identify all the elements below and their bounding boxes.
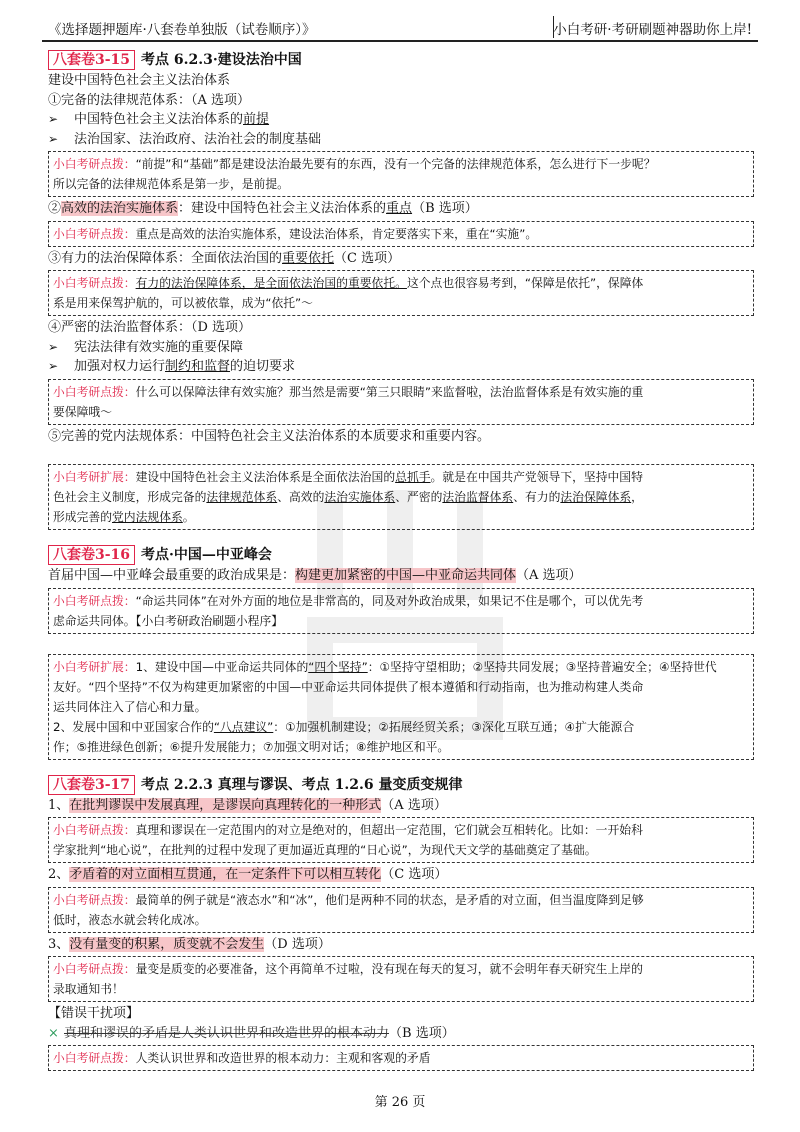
text-run: ④严密的法治监督体系：（D 选项） — [48, 320, 252, 335]
text-run: 1、建设中国—中亚命运共同体的 — [135, 659, 309, 674]
text-run: 、高效的 — [277, 490, 325, 504]
text-line — [48, 566, 754, 586]
underlined-text: 重要依托 — [282, 250, 335, 266]
note-line — [53, 677, 749, 697]
page-number: 第 26 页 — [374, 1095, 426, 1110]
text-run: 3、 — [48, 936, 70, 952]
text-run: 低时，液态水就会转化成冰。 — [53, 912, 207, 927]
bullet-item — [48, 338, 754, 358]
text-run: 录取通知书！ — [53, 982, 124, 996]
text-run: 2、发展中国和中亚国家合作的 — [53, 719, 214, 734]
text-run: ：①坚持守望相助；②坚持共同发展；③坚持普遍安全；④坚持世代 — [367, 659, 717, 674]
section-title — [48, 774, 754, 796]
text-run: （A 选项） — [381, 797, 447, 813]
note-box — [48, 956, 754, 1002]
note-label: 小白考研点拨： — [53, 892, 136, 907]
text-run: 重点是高效的法治实施体系，建设法治体系，肯定要落实下来，重在“实施”。 — [135, 226, 538, 241]
text-line — [48, 1004, 754, 1024]
note-label: 小白考研点拨： — [53, 157, 136, 171]
note-line — [53, 154, 749, 174]
underlined-text: 党内法规体系 — [112, 510, 183, 524]
text-run: 学家批判“地心说”，在批判的过程中发现了更加逼近真理的“日心说”，为现代天文学的基础奠定了基础。 — [53, 843, 597, 857]
text-run: 虑命运共同体。【小白考研政治刷题小程序】 — [53, 613, 284, 628]
question-tag: 八套卷3-17 — [48, 775, 135, 795]
underlined-text: “八点建议” — [213, 719, 274, 734]
page-header — [42, 14, 758, 42]
underlined-text: 法治监督体系 — [442, 490, 514, 504]
note-box — [48, 464, 754, 530]
text-run: 、严密的 — [395, 490, 443, 504]
text-run: （B 选项） — [389, 1025, 455, 1041]
underlined-text: 法治实施体系 — [324, 490, 396, 504]
header-right-slogan: 小白考研·考研刷题神器助你上岸! — [553, 22, 752, 38]
note-label: 小白考研点拨： — [53, 226, 136, 241]
text-run: 宪法法律有效实施的重要保障 — [74, 339, 244, 355]
text-line — [48, 318, 754, 338]
text-line — [48, 199, 754, 219]
note-label: 小白考研扩展： — [53, 659, 136, 674]
text-line — [48, 249, 754, 269]
note-line — [53, 591, 749, 611]
text-run: 加强对权力运行 — [74, 359, 166, 374]
note-box — [48, 221, 754, 247]
text-run: 首届中国—中亚峰会最重要的政治成果是： — [48, 568, 296, 583]
text-run: ⑤完善的党内法规体系：中国特色社会主义法治体系的本质要求和重要内容。 — [48, 428, 491, 444]
section-heading: 考点 6.2.3·建设法治中国 — [141, 52, 302, 68]
wrong-option — [48, 1024, 754, 1044]
note-label: 小白考研点拨： — [53, 593, 136, 608]
bullet-item — [48, 110, 754, 130]
text-line — [48, 935, 754, 955]
text-run: 2、 — [48, 867, 70, 882]
text-run: 人类认识世界和改造世界的根本动力：主观和客观的矛盾 — [135, 1051, 431, 1065]
text-run: 运共同体注入了信心和力量。 — [53, 699, 207, 714]
question-tag: 八套卷3-16 — [48, 545, 135, 565]
text-run: 法治国家、法治政府、法治社会的制度基础 — [74, 131, 322, 147]
text-run: 形成完善的 — [53, 510, 112, 524]
text-run: 量变是质变的必要准备，这个再简单不过啦，没有现在每天的复习，就不会明年春天研究生上岸的 — [135, 962, 643, 976]
note-box — [48, 654, 754, 760]
text-run: （A 选项） — [516, 568, 582, 583]
text-line — [48, 427, 754, 447]
note-line — [53, 840, 749, 860]
text-run: ：建设中国特色社会主义法治体系的 — [178, 201, 387, 216]
text-run: 。就是在中国共产党领导下，坚持中国特 — [430, 470, 643, 484]
text-run: 建设中国特色社会主义法治体系是全面依法治国的 — [135, 470, 396, 484]
note-label: 小白考研点拨： — [53, 276, 136, 290]
underlined-text: 总抓手 — [395, 470, 431, 484]
note-line — [53, 487, 749, 507]
bullet-item — [48, 130, 754, 150]
note-line — [53, 611, 749, 631]
note-line — [53, 507, 749, 527]
note-label: 小白考研点拨： — [53, 962, 136, 976]
note-line — [53, 657, 749, 677]
note-line — [53, 979, 749, 999]
text-run: 、有力的 — [513, 490, 561, 504]
note-line — [53, 910, 749, 930]
note-line — [53, 174, 749, 194]
text-run: 系是用来保驾护航的，可以被依靠，成为“依托”～ — [53, 296, 313, 310]
text-run: 。 — [182, 510, 195, 524]
spacer — [48, 636, 754, 652]
note-line — [53, 1048, 749, 1068]
note-label: 小白考研点拨： — [53, 384, 136, 399]
text-run: ①完备的法律规范体系：（A 选项） — [48, 92, 251, 108]
header-left-title: 《选择题押题库·八套卷单独版（试卷顺序）》 — [48, 22, 316, 38]
text-run: “命运共同体”在对外方面的地位是非常高的，同及对外政治成果，如果记不住是哪个，可以优先考 — [135, 593, 644, 608]
note-line — [53, 402, 749, 422]
underlined-text: 法律规范体系 — [206, 490, 278, 504]
text-run: （C 选项） — [334, 250, 401, 266]
section-heading: 考点 2.2.3 真理与谬误、考点 1.2.6 量变质变规律 — [141, 776, 463, 793]
underlined-text: 前提 — [243, 112, 270, 127]
underlined-text: 重点 — [386, 201, 413, 216]
text-run: 建设中国特色社会主义法治体系 — [48, 73, 231, 88]
text-run: ， — [631, 490, 643, 504]
note-line — [53, 467, 749, 487]
note-box — [48, 817, 754, 863]
underlined-text: “四个坚持” — [308, 659, 368, 674]
arrow-bullet-icon: ➢ — [48, 359, 59, 373]
underlined-text: 有力的法治保障体系，是全面依法治国的重要依托。 — [135, 276, 407, 290]
text-run: 色社会主义制度，形成完备的 — [53, 490, 207, 504]
highlighted-text: 在批判谬误中发展真理，是谬误向真理转化的一种形式 — [69, 797, 382, 813]
text-run: 作；⑤推进绿色创新；⑥提升发展能力；⑦加强文明对话；⑧维护地区和平。 — [53, 739, 450, 754]
note-line — [53, 959, 749, 979]
text-run: （C 选项） — [381, 867, 448, 882]
note-label: 小白考研扩展： — [53, 470, 136, 484]
text-run: 【错误干扰项】 — [48, 1006, 140, 1021]
section-title — [48, 49, 754, 71]
text-run: 的迫切要求 — [230, 359, 296, 374]
text-run: （B 选项） — [412, 201, 478, 216]
note-box — [48, 270, 754, 316]
cross-mark-icon: × — [48, 1025, 59, 1041]
text-run: （D 选项） — [264, 936, 331, 952]
text-run: ③有力的法治保障体系：全面依法治国的 — [48, 250, 283, 266]
text-run: 最简单的例子就是“液态水”和“冰”，他们是两种不同的状态，是矛盾的对立面，但当温度降到足够 — [135, 892, 644, 907]
text-run: 中国特色社会主义法治体系的 — [74, 112, 244, 127]
text-run: 真理和谬误在一定范围内的对立是绝对的，但超出一定范围，它们就会互相转化。比如：一开始科 — [135, 823, 643, 837]
arrow-bullet-icon: ➢ — [48, 131, 59, 146]
text-run: 所以完备的法律规范体系是第一步，是前提。 — [53, 177, 289, 191]
text-run: 要保障哦～ — [53, 404, 112, 419]
bullet-item — [48, 357, 754, 377]
text-run: ② — [48, 201, 62, 216]
question-tag: 八套卷3-15 — [48, 50, 135, 70]
text-run: 这个点也很容易考到，“保障是依托”，保障体 — [406, 276, 644, 290]
note-box — [48, 151, 754, 197]
note-line — [53, 820, 749, 840]
struck-text: 真理和谬误的矛盾是人类认识世界和改造世界的根本动力 — [64, 1025, 390, 1041]
highlighted-text: 没有量变的积累，质变就不会发生 — [69, 936, 265, 952]
arrow-bullet-icon: ➢ — [48, 112, 59, 126]
note-box — [48, 887, 754, 933]
text-run: 友好。“四个坚持”不仅为构建更加紧密的中国—中亚命运共同体提供了根本遵循和行动指南，也为推动构建人类命 — [53, 679, 644, 694]
text-run: 1、 — [48, 797, 70, 813]
text-run: “前提”和“基础”都是建设法治最先要有的东西，没有一个完备的法律规范体系，怎么进行下一步呢？ — [135, 157, 656, 171]
note-line — [53, 737, 749, 757]
note-line — [53, 697, 749, 717]
highlighted-text: 高效的法治实施体系 — [61, 201, 179, 216]
text-line — [48, 796, 754, 816]
arrow-bullet-icon: ➢ — [48, 339, 59, 354]
section-heading: 考点·中国—中亚峰会 — [141, 547, 272, 563]
note-line — [53, 382, 749, 402]
note-line — [53, 717, 749, 737]
note-line — [53, 890, 749, 910]
text-line — [48, 71, 754, 91]
highlighted-text: 矛盾着的对立面相互贯通，在一定条件下可以相互转化 — [69, 867, 382, 882]
note-box — [48, 588, 754, 634]
note-line — [53, 224, 749, 244]
spacer — [48, 446, 754, 462]
text-run: 什么可以保障法律有效实施？那当然是需要“第三只眼睛”来监督啦，法治监督体系是有效实施的重 — [135, 384, 644, 399]
note-label: 小白考研点拨： — [53, 1051, 136, 1065]
section-title — [48, 544, 754, 566]
highlighted-text: 构建更加紧密的中国—中亚命运共同体 — [295, 568, 517, 583]
text-run: ：①加强机制建设；②拓展经贸关系；③深化互联互通；④扩大能源合 — [273, 719, 635, 734]
note-line — [53, 273, 749, 293]
underlined-text: 法治保障体系 — [560, 490, 632, 504]
note-label: 小白考研点拨： — [53, 823, 136, 837]
note-line — [53, 293, 749, 313]
note-box — [48, 379, 754, 425]
text-line — [48, 91, 754, 111]
underlined-text: 制约和监督 — [165, 359, 231, 374]
note-box — [48, 1045, 754, 1071]
document-content — [48, 47, 754, 1073]
text-line — [48, 865, 754, 885]
